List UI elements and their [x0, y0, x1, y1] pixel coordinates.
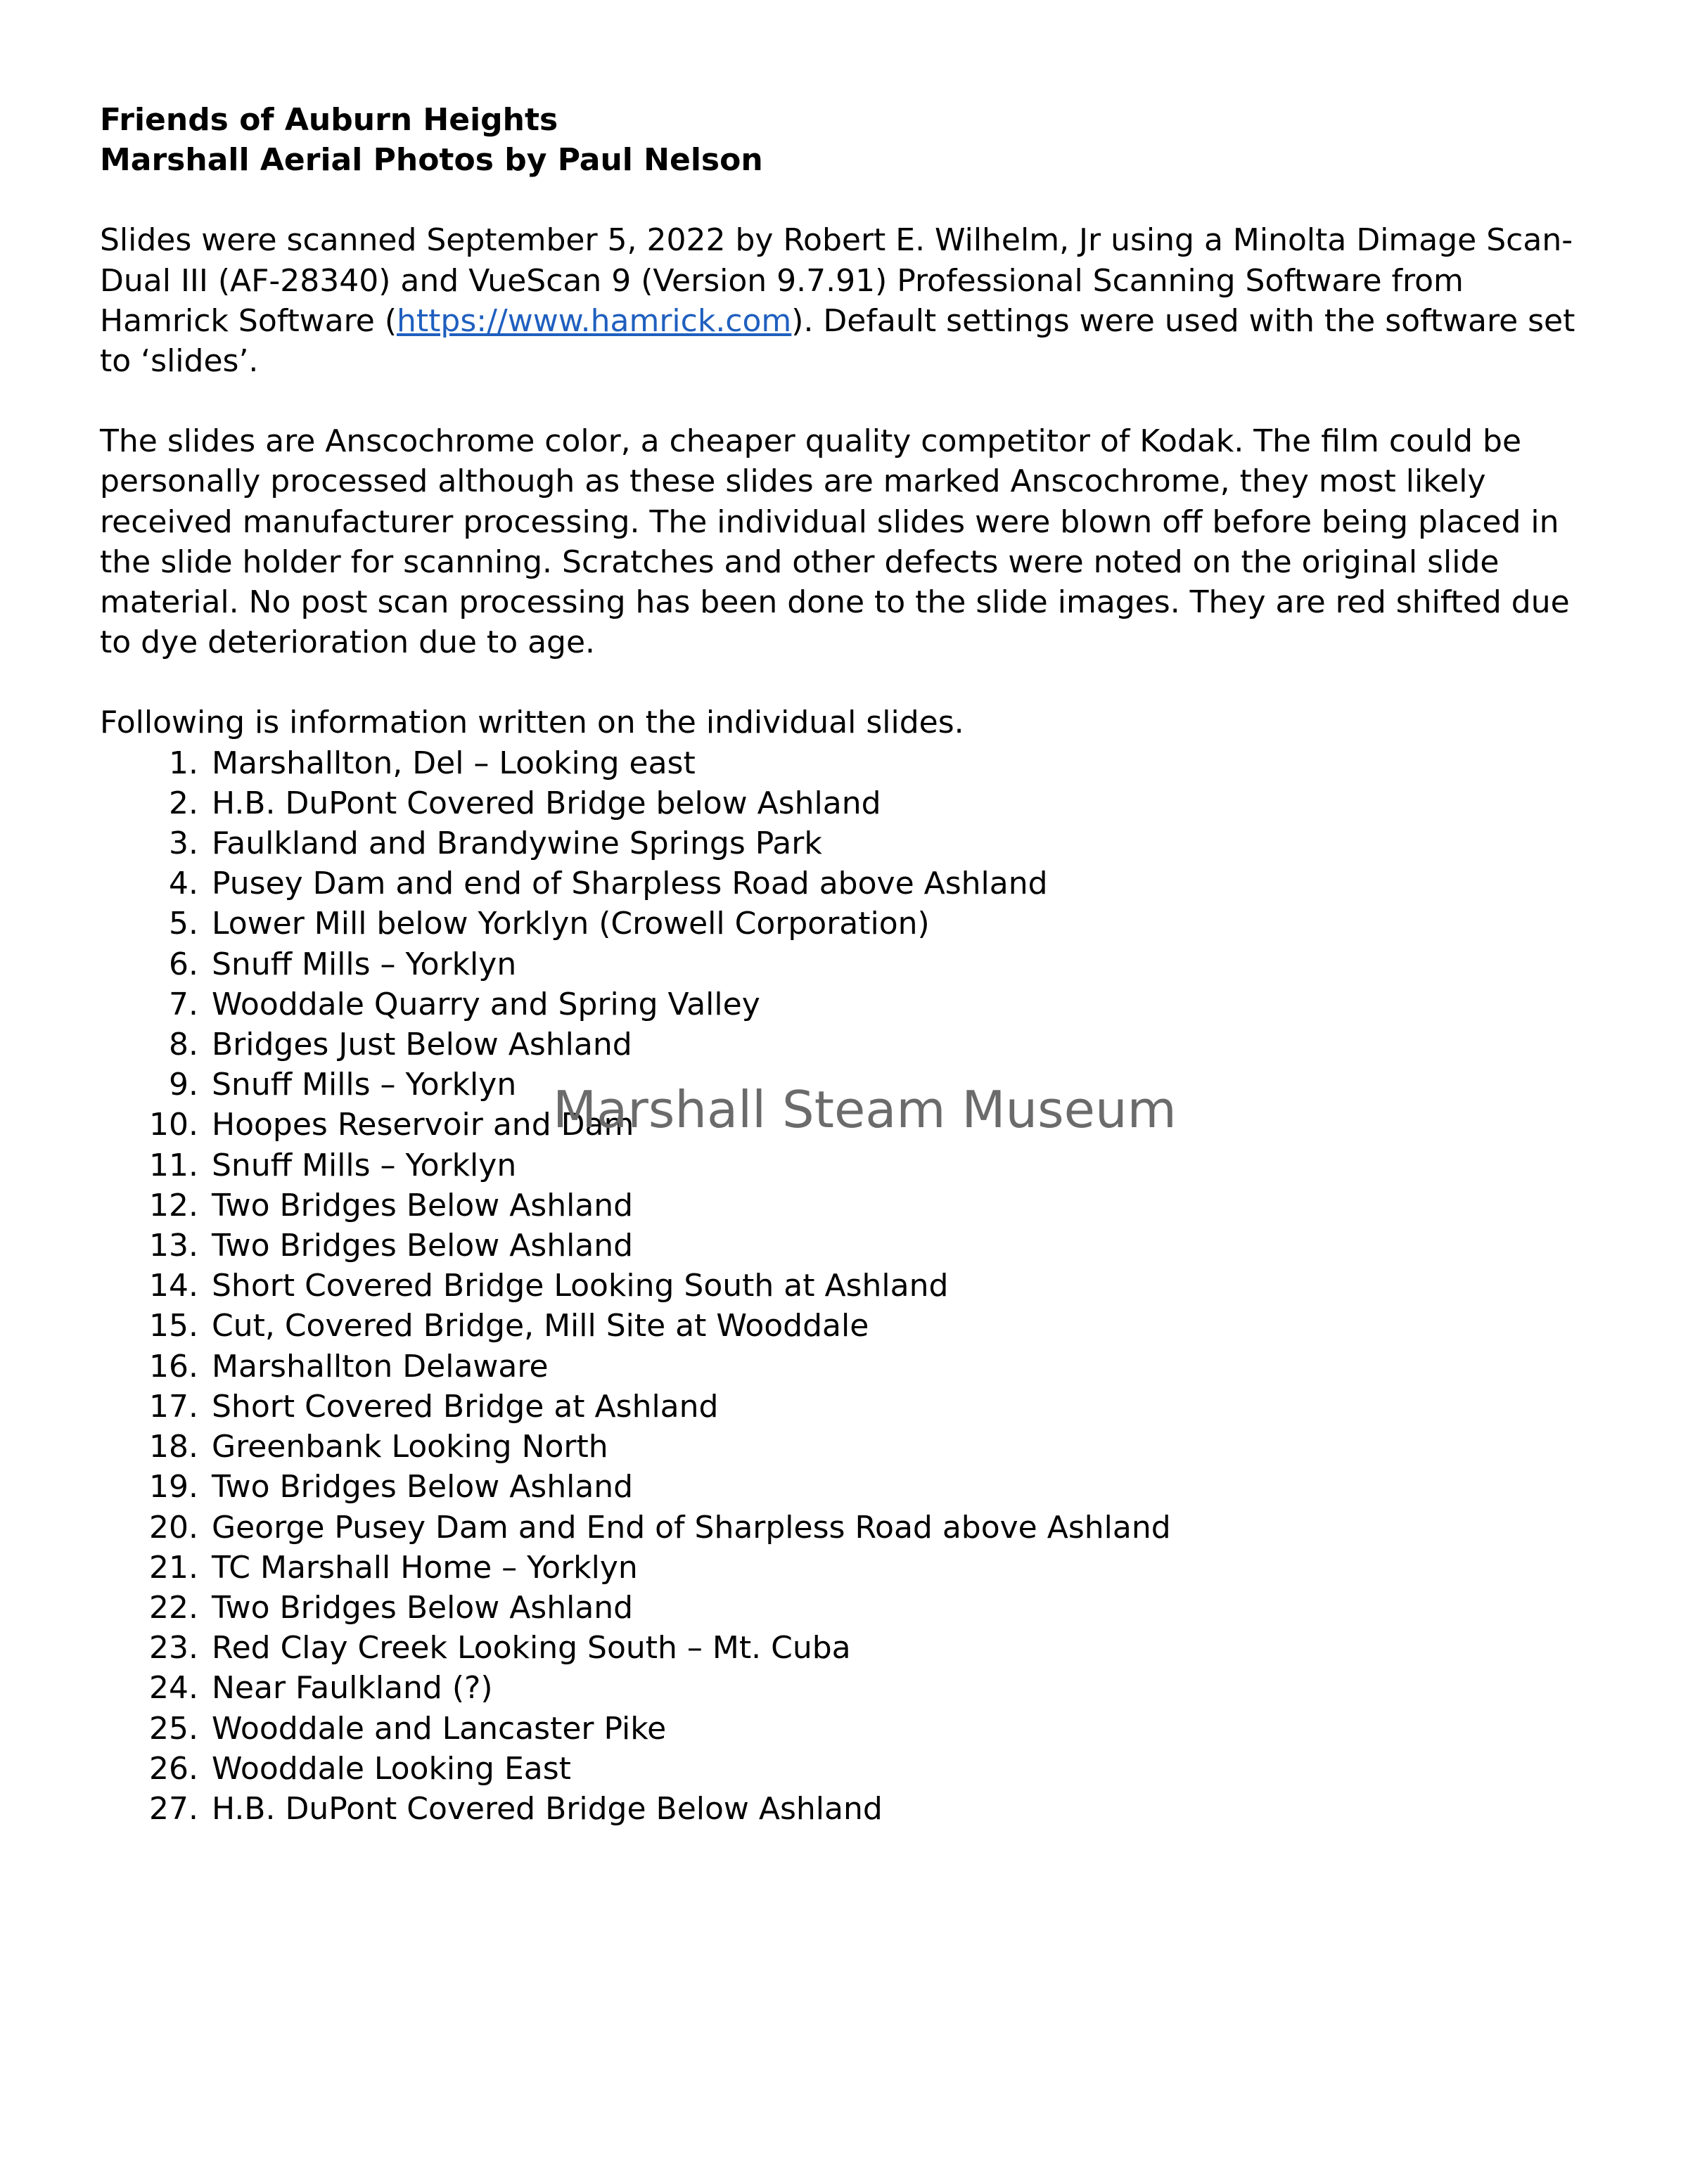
- list-item-number: 19.: [149, 1469, 198, 1505]
- list-item: [100, 1628, 1598, 1668]
- list-item-number: 6.: [169, 946, 198, 982]
- list-item-number: 21.: [149, 1549, 198, 1586]
- list-item: [100, 1789, 1598, 1829]
- list-item: [100, 1709, 1598, 1749]
- list-item: [100, 1508, 1598, 1548]
- list-item-number: 2.: [169, 785, 198, 821]
- list-item-label: Near Faulkland (?): [212, 1670, 493, 1707]
- list-item-label: Short Covered Bridge Looking South at Ashland: [212, 1268, 949, 1304]
- list-item-number: 9.: [169, 1067, 198, 1103]
- list-item-number: 20.: [149, 1509, 198, 1546]
- list-item: [100, 1668, 1598, 1708]
- list-item-label: H.B. DuPont Covered Bridge below Ashland: [212, 785, 881, 821]
- list-item-label: Two Bridges Below Ashland: [212, 1469, 634, 1505]
- list-item: [100, 1467, 1598, 1507]
- list-item-label: Wooddale Quarry and Spring Valley: [212, 986, 760, 1022]
- list-item-label: George Pusey Dam and End of Sharpless Road above Ashland: [212, 1509, 1171, 1546]
- list-item-label: Snuff Mills – Yorklyn: [212, 946, 517, 982]
- list-item: [100, 984, 1598, 1024]
- list-item: [100, 1226, 1598, 1266]
- list-item-number: 13.: [149, 1228, 198, 1264]
- list-item: [100, 1024, 1598, 1065]
- list-item-number: 22.: [149, 1589, 198, 1626]
- list-item: [100, 1266, 1598, 1306]
- list-item: [100, 1548, 1598, 1588]
- list-item-label: Two Bridges Below Ashland: [212, 1187, 634, 1223]
- list-item-label: Marshallton, Del – Looking east: [212, 745, 696, 781]
- list-item-number: 16.: [149, 1348, 198, 1385]
- list-item-number: 4.: [169, 866, 198, 902]
- list-item-label: TC Marshall Home – Yorklyn: [212, 1549, 638, 1586]
- list-item: [100, 783, 1598, 823]
- scan-note-text-after: ). Default settings were used with the software set to ‘slides’.: [100, 302, 1575, 380]
- list-item: [100, 1145, 1598, 1186]
- list-item: [100, 1347, 1598, 1387]
- list-item: [100, 1427, 1598, 1467]
- list-item-label: Wooddale Looking East: [212, 1750, 571, 1787]
- list-item-number: 18.: [149, 1429, 198, 1465]
- list-item-label: Hoopes Reservoir and Dam: [212, 1107, 634, 1143]
- org-heading: Friends of Auburn Heights: [100, 102, 558, 138]
- list-item-number: 17.: [149, 1388, 198, 1425]
- list-item-label: Wooddale and Lancaster Pike: [212, 1710, 667, 1747]
- list-intro: Following is information written on the individual slides.: [100, 705, 964, 741]
- list-item-number: 5.: [169, 906, 198, 942]
- list-item: [100, 823, 1598, 863]
- list-item-number: 11.: [149, 1147, 198, 1183]
- list-item-number: 8.: [169, 1027, 198, 1063]
- hamrick-link[interactable]: https://www.hamrick.com: [397, 302, 792, 339]
- list-item-label: Lower Mill below Yorklyn (Crowell Corporation): [212, 906, 930, 942]
- list-item-number: 10.: [149, 1107, 198, 1143]
- list-item-number: 3.: [169, 826, 198, 862]
- list-item-number: 7.: [169, 986, 198, 1022]
- list-item-number: 26.: [149, 1750, 198, 1787]
- list-item-label: Cut, Covered Bridge, Mill Site at Wooddale: [212, 1308, 869, 1344]
- list-item-label: H.B. DuPont Covered Bridge Below Ashland: [212, 1790, 883, 1827]
- list-item-label: Greenbank Looking North: [212, 1429, 608, 1465]
- scan-note-paragraph: [100, 220, 1598, 381]
- list-item-number: 27.: [149, 1790, 198, 1827]
- list-item: [100, 1306, 1598, 1346]
- document-page: [100, 100, 1598, 1829]
- list-item-number: 24.: [149, 1670, 198, 1707]
- slide-list: [100, 743, 1598, 1829]
- list-item: [100, 743, 1598, 783]
- document-title: Marshall Aerial Photos by Paul Nelson: [100, 142, 763, 179]
- list-item-number: 25.: [149, 1710, 198, 1747]
- list-item-number: 12.: [149, 1187, 198, 1223]
- list-item-number: 15.: [149, 1308, 198, 1344]
- film-note-paragraph: The slides are Anscochrome color, a cheaper quality competitor of Kodak. The film could be personally processed although as these slides are marked Anscochrome, they most likely received manufacturer processing. The individual slides were blown off before being placed in the slide holder for scanning. Scratches and other defects were noted on the original slide material. No post scan processing has been done to the slide images. They are red shifted due to dye deterioration due to age.: [100, 423, 1570, 661]
- list-item: [100, 863, 1598, 904]
- list-item-label: Two Bridges Below Ashland: [212, 1589, 634, 1626]
- list-item-label: Short Covered Bridge at Ashland: [212, 1388, 719, 1425]
- list-item-label: Snuff Mills – Yorklyn: [212, 1147, 517, 1183]
- scan-note-text-before: Slides were scanned September 5, 2022 by Robert E. Wilhelm, Jr using a Minolta Dimage Scan-Dual III (AF-28340) and VueScan 9 (Version 9.7.91) Professional Scanning Software from Hamrick Software (: [100, 222, 1573, 339]
- list-item: [100, 1588, 1598, 1628]
- list-item: [100, 1387, 1598, 1427]
- list-item: [100, 1186, 1598, 1226]
- list-item-number: 14.: [149, 1268, 198, 1304]
- list-item-label: Snuff Mills – Yorklyn: [212, 1067, 517, 1103]
- list-item-number: 23.: [149, 1630, 198, 1666]
- list-item: [100, 904, 1598, 944]
- list-item-label: Pusey Dam and end of Sharpless Road above Ashland: [212, 866, 1048, 902]
- list-item-label: Red Clay Creek Looking South – Mt. Cuba: [212, 1630, 851, 1666]
- list-item: [100, 944, 1598, 984]
- list-item-label: Two Bridges Below Ashland: [212, 1228, 634, 1264]
- list-item-number: 1.: [169, 745, 198, 781]
- list-item-label: Marshallton Delaware: [212, 1348, 549, 1385]
- list-item-label: Bridges Just Below Ashland: [212, 1027, 632, 1063]
- watermark: Marshall Steam Museum: [553, 1080, 1177, 1139]
- list-item: [100, 1749, 1598, 1789]
- list-item-label: Faulkland and Brandywine Springs Park: [212, 826, 822, 862]
